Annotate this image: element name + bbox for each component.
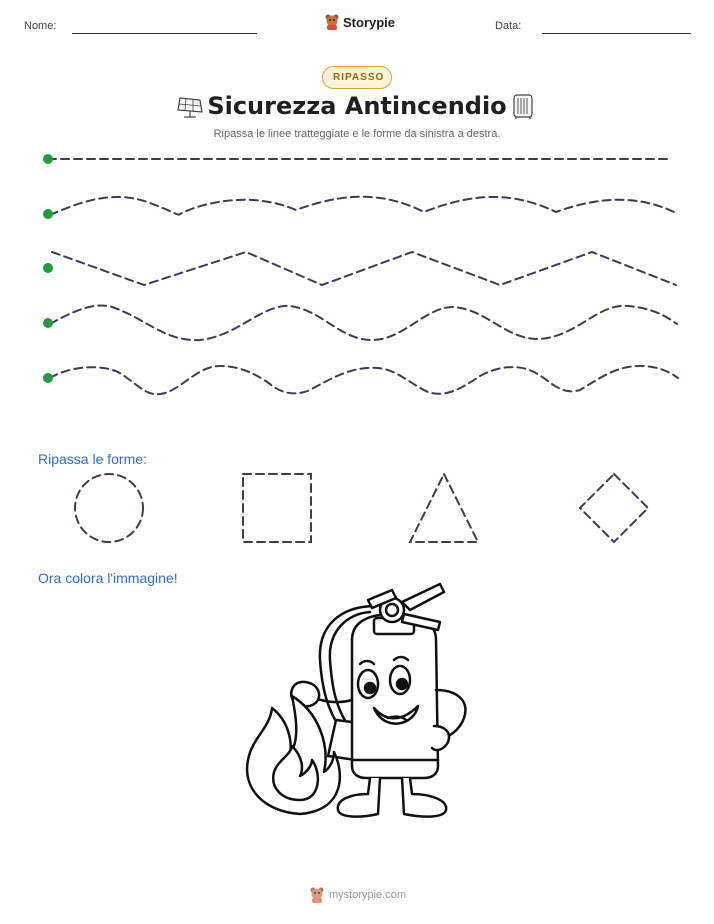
date-label: Data: bbox=[495, 20, 522, 32]
storypie-logo bbox=[325, 14, 395, 30]
logo-text: Storypie bbox=[343, 14, 396, 30]
bear-logo-icon bbox=[310, 887, 324, 903]
bear-logo-icon bbox=[325, 14, 339, 30]
tracing-line-wave-1[interactable] bbox=[50, 197, 676, 215]
name-line[interactable] bbox=[72, 33, 257, 34]
tracing-shapes bbox=[0, 465, 714, 555]
heater-icon bbox=[511, 93, 535, 119]
tracing-line-zigzag[interactable] bbox=[52, 252, 676, 285]
shape-diamond[interactable] bbox=[580, 474, 648, 542]
tracing-line-wave-2[interactable] bbox=[50, 306, 677, 341]
start-dot-2 bbox=[43, 209, 53, 219]
color-section-label: Ora colora l'immagine! bbox=[38, 570, 178, 586]
footer bbox=[310, 887, 406, 903]
shape-square[interactable] bbox=[243, 474, 311, 542]
shapes-section-label: Ripassa le forme: bbox=[38, 451, 147, 467]
ripasso-badge: RIPASSO bbox=[322, 66, 392, 89]
footer-link[interactable]: mystorypie.com bbox=[329, 889, 407, 901]
page-subtitle: Ripassa le linee tratteggiate e le forme da sinistra a destra. bbox=[213, 128, 501, 140]
start-dot-4 bbox=[43, 318, 53, 328]
start-dot-3 bbox=[43, 263, 53, 273]
start-dot-1 bbox=[43, 154, 53, 164]
tracing-lines bbox=[0, 140, 714, 400]
page-title: Sicurezza Antincendio bbox=[207, 92, 507, 120]
shape-triangle[interactable] bbox=[410, 474, 478, 542]
tracing-line-wave-3[interactable] bbox=[50, 366, 678, 394]
solar-panel-icon bbox=[176, 96, 204, 118]
name-label: Nome: bbox=[24, 20, 57, 32]
start-dot-5 bbox=[43, 373, 53, 383]
shape-circle[interactable] bbox=[75, 474, 143, 542]
fire-extinguisher-illustration[interactable] bbox=[240, 580, 480, 820]
date-line[interactable] bbox=[542, 33, 691, 34]
